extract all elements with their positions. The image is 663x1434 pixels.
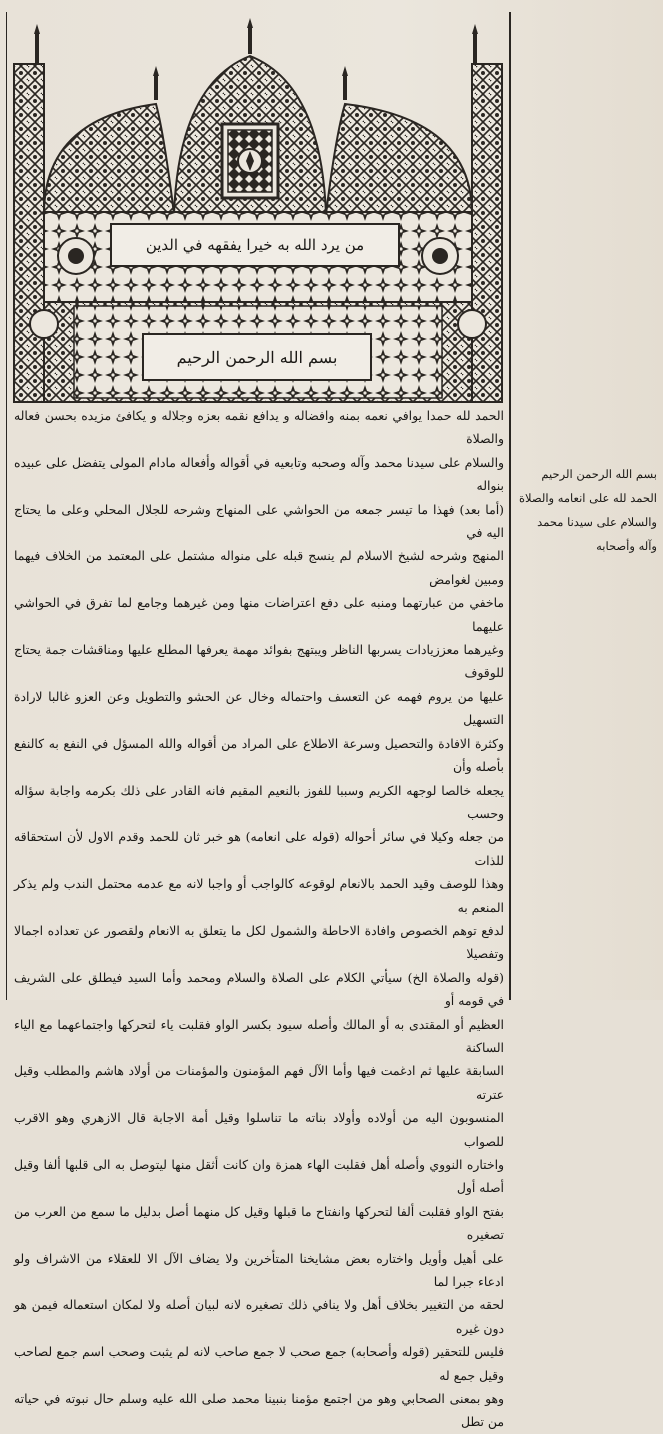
basmala-title	[142, 333, 372, 381]
text-line: وغيرهما معززيادات يسربها الناظر ويبتهج بفوائد مهمة يعرفها المطلع عليها ومناقشات جمة يحتاج للوقوف	[14, 642, 504, 681]
basmala-text: بسم الله الرحمن الرحيم	[176, 347, 338, 367]
text-line: العظيم أو المقتدى به أو المالك وأصله سيود بكسر الواو فقلبت ياء لتحركها واجتماعهما مع الياء الساكنة	[14, 1016, 504, 1055]
header-banner	[110, 223, 400, 267]
margin-line: والسلام على سيدنا محمد	[537, 515, 657, 529]
text-line: والسلام على سيدنا محمد وآله وصحبه وتابعيه في أقواله وأفعاله مادام المولى يتفضل على عبيده بنواله	[14, 454, 504, 494]
text-line: وهذا للوصف وقيد الحمد بالانعام لوقوعه كالواجب أو واجبا لانه مع عدمه محتمل الندب ولم يذكر المنعم به	[14, 876, 504, 915]
margin-line: بسم الله الرحمن الرحيم	[541, 467, 657, 481]
text-line: المنسوبون اليه من أولاده وأولاد بناته ما تناسلوا وقيل أمة الاجابة قال الازهري وهو الاقرب للصواب	[14, 1110, 504, 1149]
text-line: من جعله وكيلا في سائر أحواله (قوله على انعامه) هو خبر ثان للحمد وقدم الاول لأن استحقاقه للذات	[14, 829, 504, 868]
text-line: الحمد لله حمدا يوافي نعمه بمنه وافضاله و يدافع نقمه بعزه وجلاله و يكافئ مزيده بحسن فعاله والصلاة	[14, 408, 504, 447]
text-line: فليس للتحقير (قوله وأصحابه) جمع صحب لا جمع صاحب لانه لم يثبت وصحب اسم جمع لصاحب وقيل جمع له	[14, 1344, 504, 1383]
text-line: وكثرة الافادة والتحصيل وسرعة الاطلاع على المراد من أقواله والله المسؤل في النفع به كالنفع بأصله وأن	[14, 735, 504, 775]
text-line: (قوله والصلاة الخ) سيأتي الكلام على الصلاة والسلام ومحمد وأما السيد فيطلق على الشريف في قومه أو	[14, 969, 504, 1009]
text-line: بفتح الواو فقلبت ألفا لتحركها وانفتاح ما قبلها وقيل كل منهما أصل بدليل ما سمع من العرب من تصغيره	[14, 1203, 504, 1243]
banner-text: من يرد الله به خيرا يفقهه في الدين	[145, 236, 365, 254]
text-line: المنهج وشرحه لشيخ الاسلام لم ينسج قبله على منواله مشتمل على المعتمد من الخلاف فيهما ومبين لغوامض	[14, 548, 504, 587]
text-line: لدفع توهم الخصوص وافادة الاحاطة والشمول لكل ما يتعلق به الانعام ولقصور عن تعداده اجمالا وتفصيلا	[14, 922, 504, 962]
margin-line: الحمد لله على انعامه والصلاة	[518, 491, 657, 505]
text-line: عليها من يروم فهمه عن التعسف واحتماله وخال عن الحشو والتطويل وعن العزو غالبا لارادة التسهيل	[14, 688, 504, 728]
main-text	[14, 404, 504, 1430]
margin-note	[517, 462, 657, 558]
text-line: يجعله خالصا لوجهه الكريم وسببا للفوز بالنعيم المقيم فانه القادر على ذلك بكرمه واجابة سؤاله وحسب	[14, 782, 504, 821]
text-line: وهو بمعنى الصحابي وهو من اجتمع مؤمنا بنبينا محمد صلى الله عليه وسلم حال نبوته في حياته من تطل	[14, 1391, 504, 1430]
text-line: على أهيل وأويل واختاره بعض مشايخنا المتأخرين ولا يضاف الآل الا للعقلاء من الاشراف ولو ادعاء جبرا لما	[14, 1250, 504, 1290]
text-line: لحقه من التغيير بخلاف أهل ولا ينافي ذلك تصغيره لانه لبيان أصله ولا لمكان استعماله فيمن هو دون غيره	[14, 1297, 504, 1336]
text-line: (أما بعد) فهذا ما تيسر جمعه من الحواشي على المنهاج وشرحه للجلال المحلي وعلى ما يحتاج اليه في	[14, 501, 504, 541]
text-line: ماخفي من عبارتهما ومنبه على دفع اعتراضات منها ومن غيرهما وجامع لما تفرق في الحواشي عليهما	[14, 595, 504, 634]
text-line: واختاره النووي وأصله أهل فقلبت الهاء همزة وان كانت أثقل منها ليتوصل به الى قلبها ألفا وقيل أصله أول	[14, 1157, 504, 1196]
margin-line: وآله وأصحابه	[596, 539, 657, 553]
text-line: السابقة عليها ثم ادغمت فيها وأما الآل فهم المؤمنون والمؤمنات من أولاد هاشم والمطلب وقيل عترته	[14, 1063, 504, 1102]
